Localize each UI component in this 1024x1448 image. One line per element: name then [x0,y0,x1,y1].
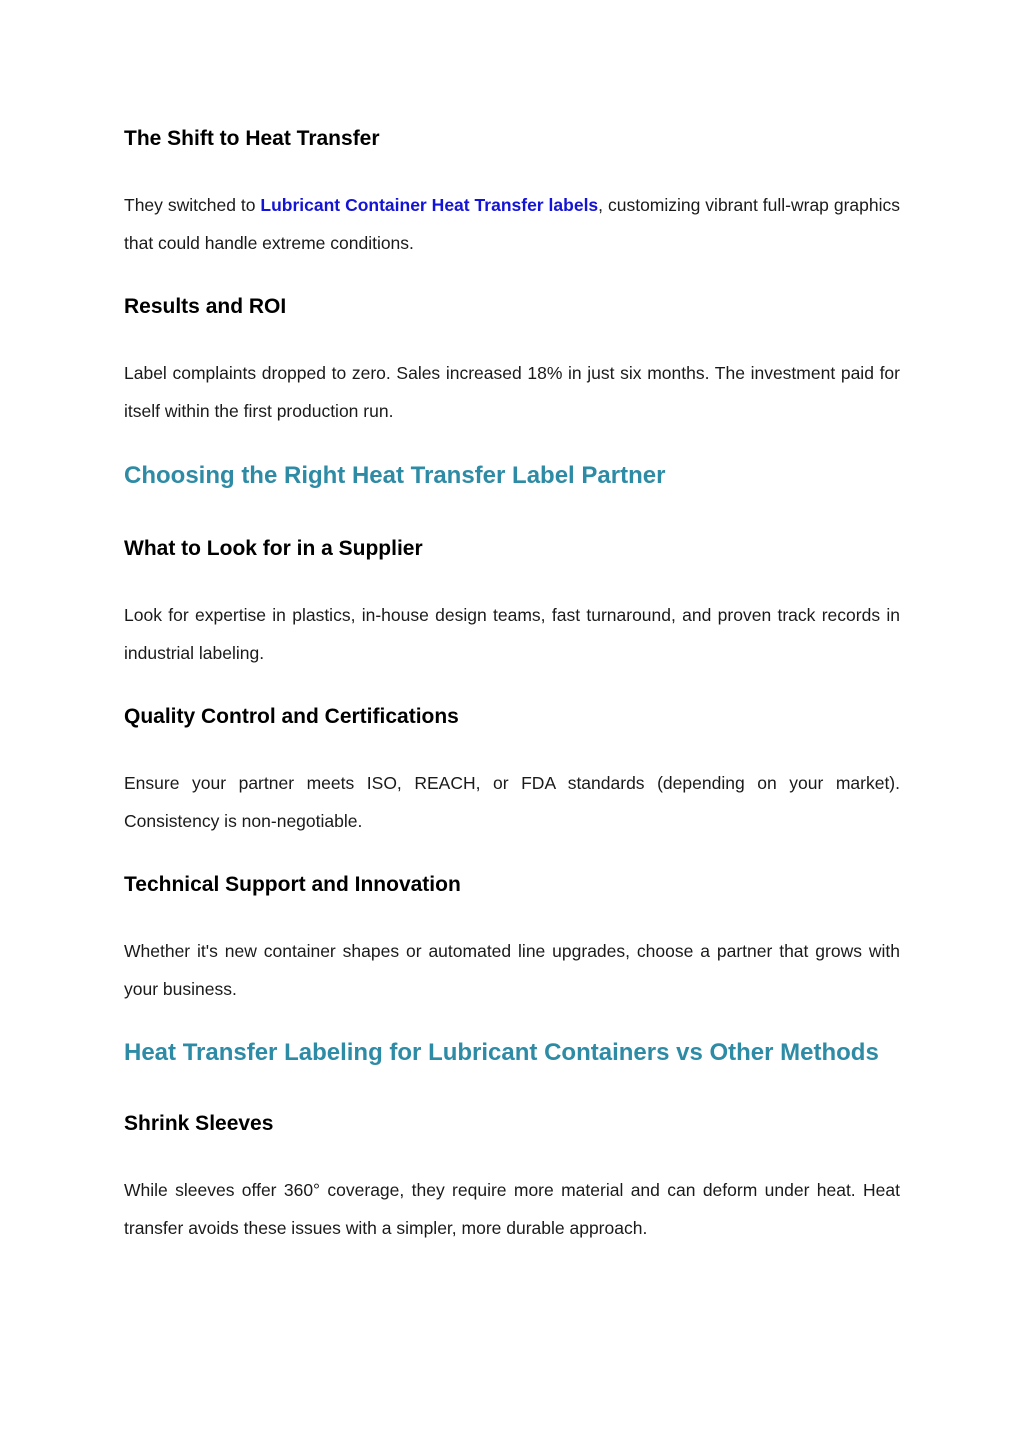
heading-vs-other-methods: Heat Transfer Labeling for Lubricant Containers vs Other Methods [124,1039,879,1066]
lubricant-container-labels-link[interactable]: Lubricant Container Heat Transfer labels [260,195,599,215]
heading-results-and-roi: Results and ROI [124,295,287,318]
paragraph-quality-control: Ensure your partner meets ISO, REACH, or FDA standards (depending on your market). Consistency is non-negotiable. [124,773,900,831]
heading-choosing-partner: Choosing the Right Heat Transfer Label Partner [124,462,666,489]
paragraph-results-and-roi: Label complaints dropped to zero. Sales increased 18% in just six months. The investment paid for itself within the first production run. [124,363,900,421]
heading-shift-to-heat-transfer: The Shift to Heat Transfer [124,127,380,150]
paragraph-what-to-look-for: Look for expertise in plastics, in-house design teams, fast turnaround, and proven track records in industrial labeling. [124,605,900,663]
paragraph-shift-to-heat-transfer [124,186,900,262]
heading-technical-support: Technical Support and Innovation [124,873,461,896]
paragraph-technical-support: Whether it's new container shapes or automated line upgrades, choose a partner that grows with your business. [124,941,900,999]
heading-what-to-look-for: What to Look for in a Supplier [124,537,423,560]
paragraph-shrink-sleeves: While sleeves offer 360° coverage, they require more material and can deform under heat. Heat transfer avoids these issues with a simpler, more durable approach. [124,1180,900,1238]
paragraph-text: , customizing vibrant full-wrap graphics that could handle extreme conditions. [124,195,900,253]
paragraph-text: They switched to [124,195,261,215]
heading-shrink-sleeves: Shrink Sleeves [124,1112,274,1135]
heading-quality-control: Quality Control and Certifications [124,705,459,728]
